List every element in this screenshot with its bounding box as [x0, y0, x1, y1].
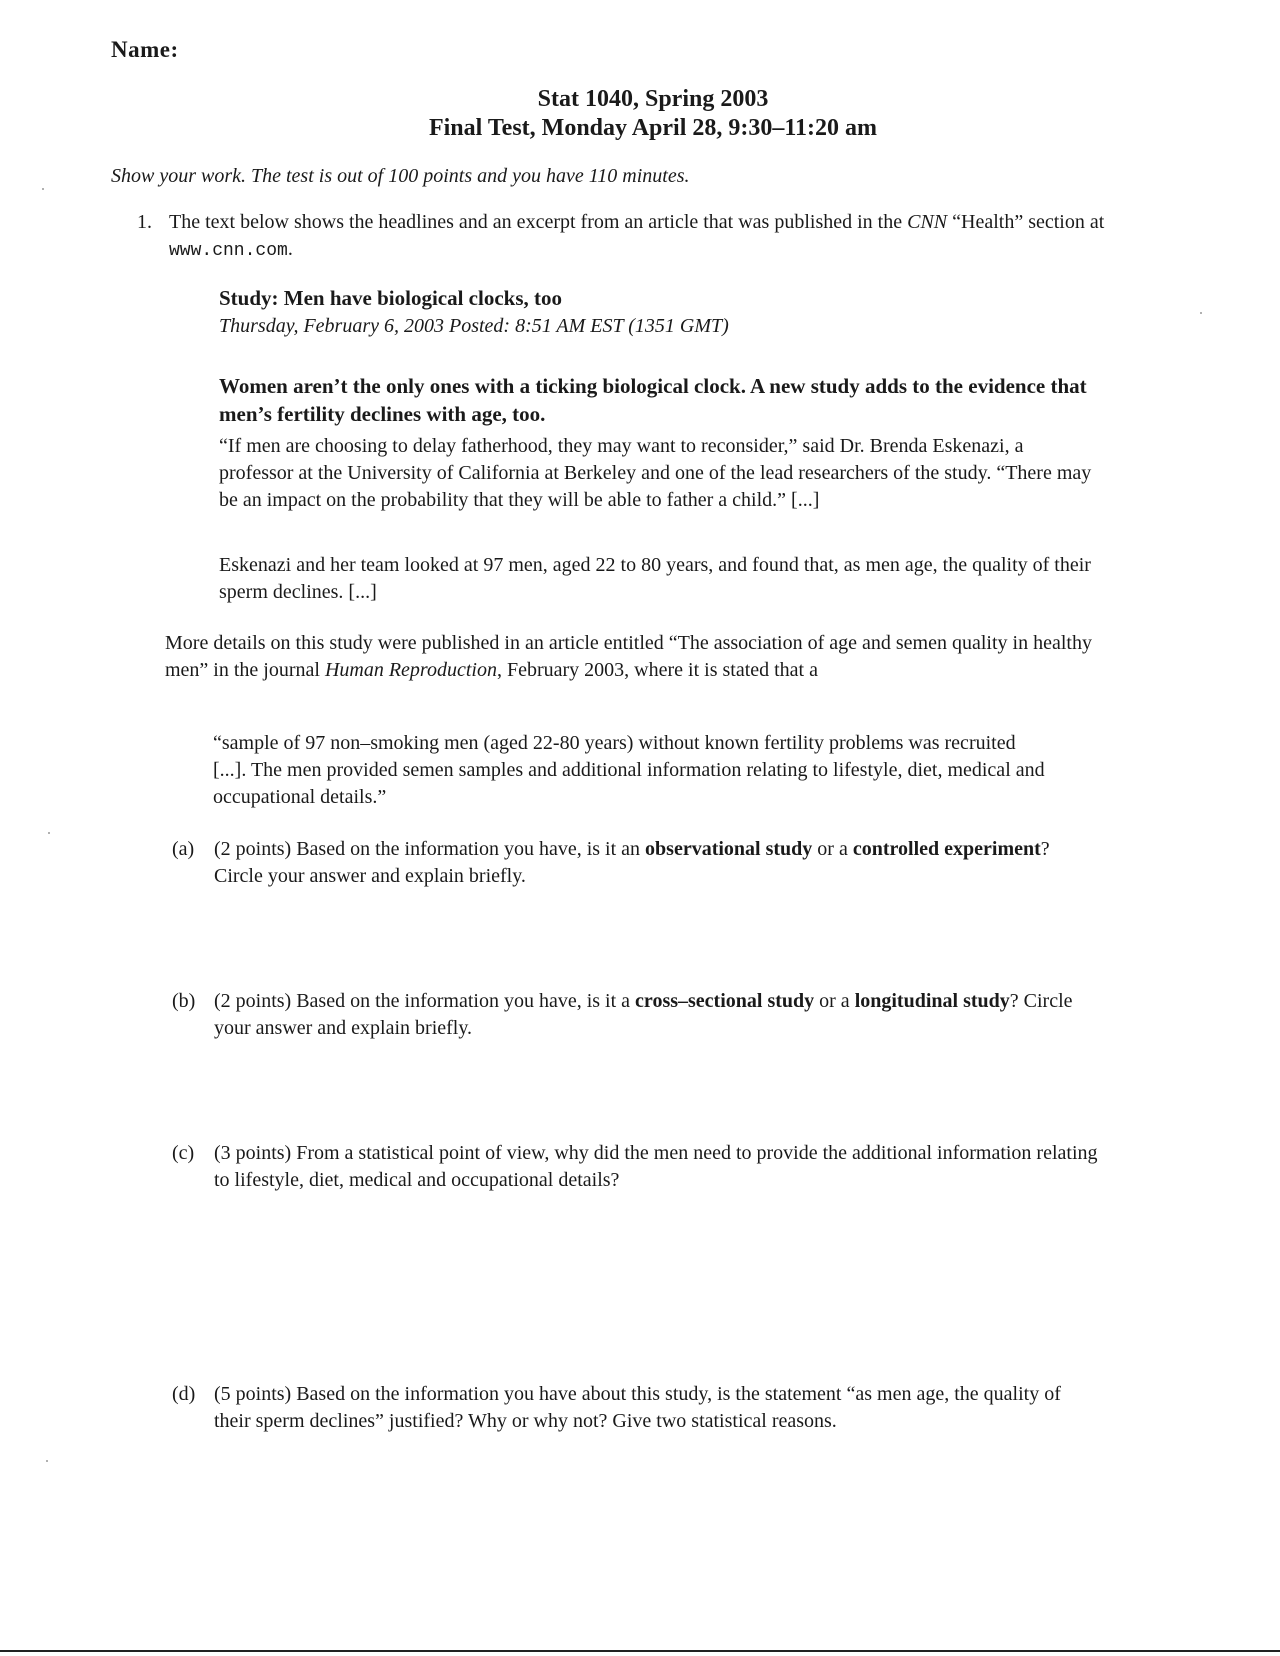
- article-body-1: “If men are choosing to delay fatherhood, they may want to reconsider,” said Dr. Brenda Eskenazi, a professor at the University of California at Berkeley and one of the lead researchers of the study. “There may be an impact on the probability that they will be able to father a child.” [...]: [219, 435, 1092, 511]
- scan-speck: [42, 188, 44, 190]
- scan-speck: [48, 832, 50, 834]
- article-lead: Women aren’t the only ones with a ticking biological clock. A new study adds to the evidence that men’s fertility declines with age, too.: [219, 374, 1087, 426]
- course-title: Stat 1040, Spring 2003: [537, 86, 769, 112]
- intro-url: www.cnn.com: [169, 241, 288, 261]
- part-b-label: (b): [172, 990, 196, 1012]
- question-1-number: 1.: [137, 211, 152, 233]
- part-b-post: ? Circle your answer and explain briefly.: [214, 990, 1073, 1039]
- test-title: Final Test, Monday April 28, 9:30–11:20 am: [428, 115, 878, 141]
- intro-source: CNN: [907, 211, 948, 233]
- study-quote: “sample of 97 non–smoking men (aged 22-80 years) without known fertility problems was recruited [...]. The men provided semen samples and additional information relating to lifestyle, diet, medical and occupational details.”: [213, 732, 1045, 808]
- question-1-intro: [169, 209, 1109, 265]
- page-bottom-rule: [0, 1650, 1280, 1652]
- part-b-mid: or a: [814, 990, 855, 1012]
- intro-end: .: [287, 238, 293, 260]
- article-headline: Study: Men have biological clocks, too: [219, 286, 563, 310]
- intro-part2: “Health” section at: [947, 211, 1105, 233]
- part-a-mid: or a: [812, 838, 853, 860]
- part-a-post: ? Circle your answer and explain briefly.: [214, 838, 1050, 887]
- part-d-text: (5 points) Based on the information you have about this study, is the statement “as men age, the quality of their sperm declines” justified? Why or why not? Give two statistical reasons.: [214, 1383, 1061, 1432]
- part-a-label: (a): [172, 838, 195, 860]
- journal-name: Human Reproduction: [324, 659, 497, 681]
- part-c-text: (3 points) From a statistical point of view, why did the men need to provide the additional information relating to lifestyle, diet, medical and occupational details?: [214, 1142, 1098, 1191]
- part-b-text: [214, 988, 1099, 1042]
- article-dateline: Thursday, February 6, 2003 Posted: 8:51 AM EST (1351 GMT): [219, 315, 729, 337]
- intro-part1: The text below shows the headlines and an excerpt from an article that was published in the: [169, 211, 903, 233]
- part-b-option-2: longitudinal study: [854, 990, 1010, 1012]
- instructions: Show your work. The test is out of 100 points and you have 110 minutes.: [111, 165, 690, 187]
- part-b-pre: (2 points) Based on the information you have, is it a: [214, 990, 636, 1012]
- part-b-option-1: cross–sectional study: [635, 990, 815, 1012]
- more-part1: More details on this study were published in an article entitled “The association of age and semen quality in healthy men” in the journal: [165, 632, 1092, 681]
- part-c-label: (c): [172, 1142, 195, 1164]
- article-body-2: Eskenazi and her team looked at 97 men, aged 22 to 80 years, and found that, as men age, the quality of their sperm declines. [...]: [219, 554, 1091, 603]
- more-part2: , February 2003, where it is stated that a: [496, 659, 818, 681]
- name-label: Name:: [111, 37, 179, 62]
- part-a-pre: (2 points) Based on the information you have, is it an: [214, 838, 646, 860]
- scan-speck: [46, 1460, 48, 1462]
- part-a-option-1: observational study: [645, 838, 813, 860]
- scan-speck: [1200, 312, 1202, 314]
- part-a-text: [214, 836, 1099, 890]
- part-d-label: (d): [172, 1383, 196, 1405]
- part-a-option-2: controlled experiment: [852, 838, 1041, 860]
- more-details-paragraph: [165, 630, 1110, 684]
